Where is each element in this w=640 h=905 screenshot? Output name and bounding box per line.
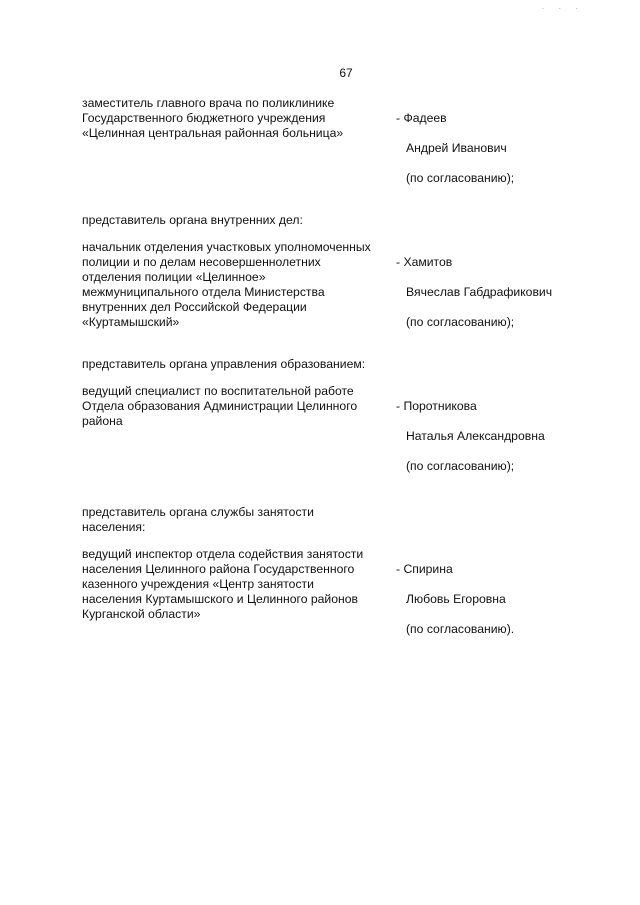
member-row [82, 240, 582, 345]
member-position: начальник отделения участковых уполномоченных полиции и по делам несовершеннолетних отделения полиции «Целинное» межмуниципального отдела Министерства внутренних дел Российской Федерации «Куртамышский» [82, 240, 371, 329]
commission-members-list [82, 96, 582, 664]
member-row [82, 96, 582, 201]
member-surname: - Хамитов [396, 255, 453, 269]
section-heading: представитель органа внутренних дел: [82, 213, 303, 227]
page-number: 67 [339, 66, 353, 80]
member-note: (по согласованию); [406, 315, 515, 329]
scan-artifact: · · · [541, 4, 584, 13]
member-position: заместитель главного врача по поликлинике Государственного бюджетного учреждения «Целинная центральная районная больница» [82, 96, 344, 140]
section-heading: представитель органа службы занятости населения: [82, 505, 314, 534]
member-name-block [396, 547, 576, 652]
member-row [82, 547, 582, 652]
member-position: ведущий специалист по воспитательной работе Отдела образования Администрации Целинного района [82, 384, 358, 428]
section-heading: представитель органа управления образованием: [82, 357, 366, 371]
member-note: (по согласованию); [406, 171, 515, 185]
member-note: (по согласованию); [406, 459, 515, 473]
member-name-block [396, 240, 576, 345]
member-note: (по согласованию). [406, 622, 515, 636]
member-surname: - Фадеев [396, 111, 447, 125]
member-row [82, 384, 582, 489]
member-full-name: Наталья Александровна [406, 429, 545, 443]
member-full-name: Любовь Егоровна [406, 592, 506, 606]
member-name-block [396, 384, 576, 489]
member-name-block [396, 96, 576, 201]
member-surname: - Поротникова [396, 399, 477, 413]
member-full-name: Вячеслав Габдрафикович [406, 285, 553, 299]
member-surname: - Спирина [396, 562, 453, 576]
member-position: ведущий инспектор отдела содействия занятости населения Целинного района Государственного казенного учреждения «Центр занятости населения Куртамышского и Целинного районов Курганской области» [82, 547, 364, 621]
member-full-name: Андрей Иванович [406, 141, 507, 155]
